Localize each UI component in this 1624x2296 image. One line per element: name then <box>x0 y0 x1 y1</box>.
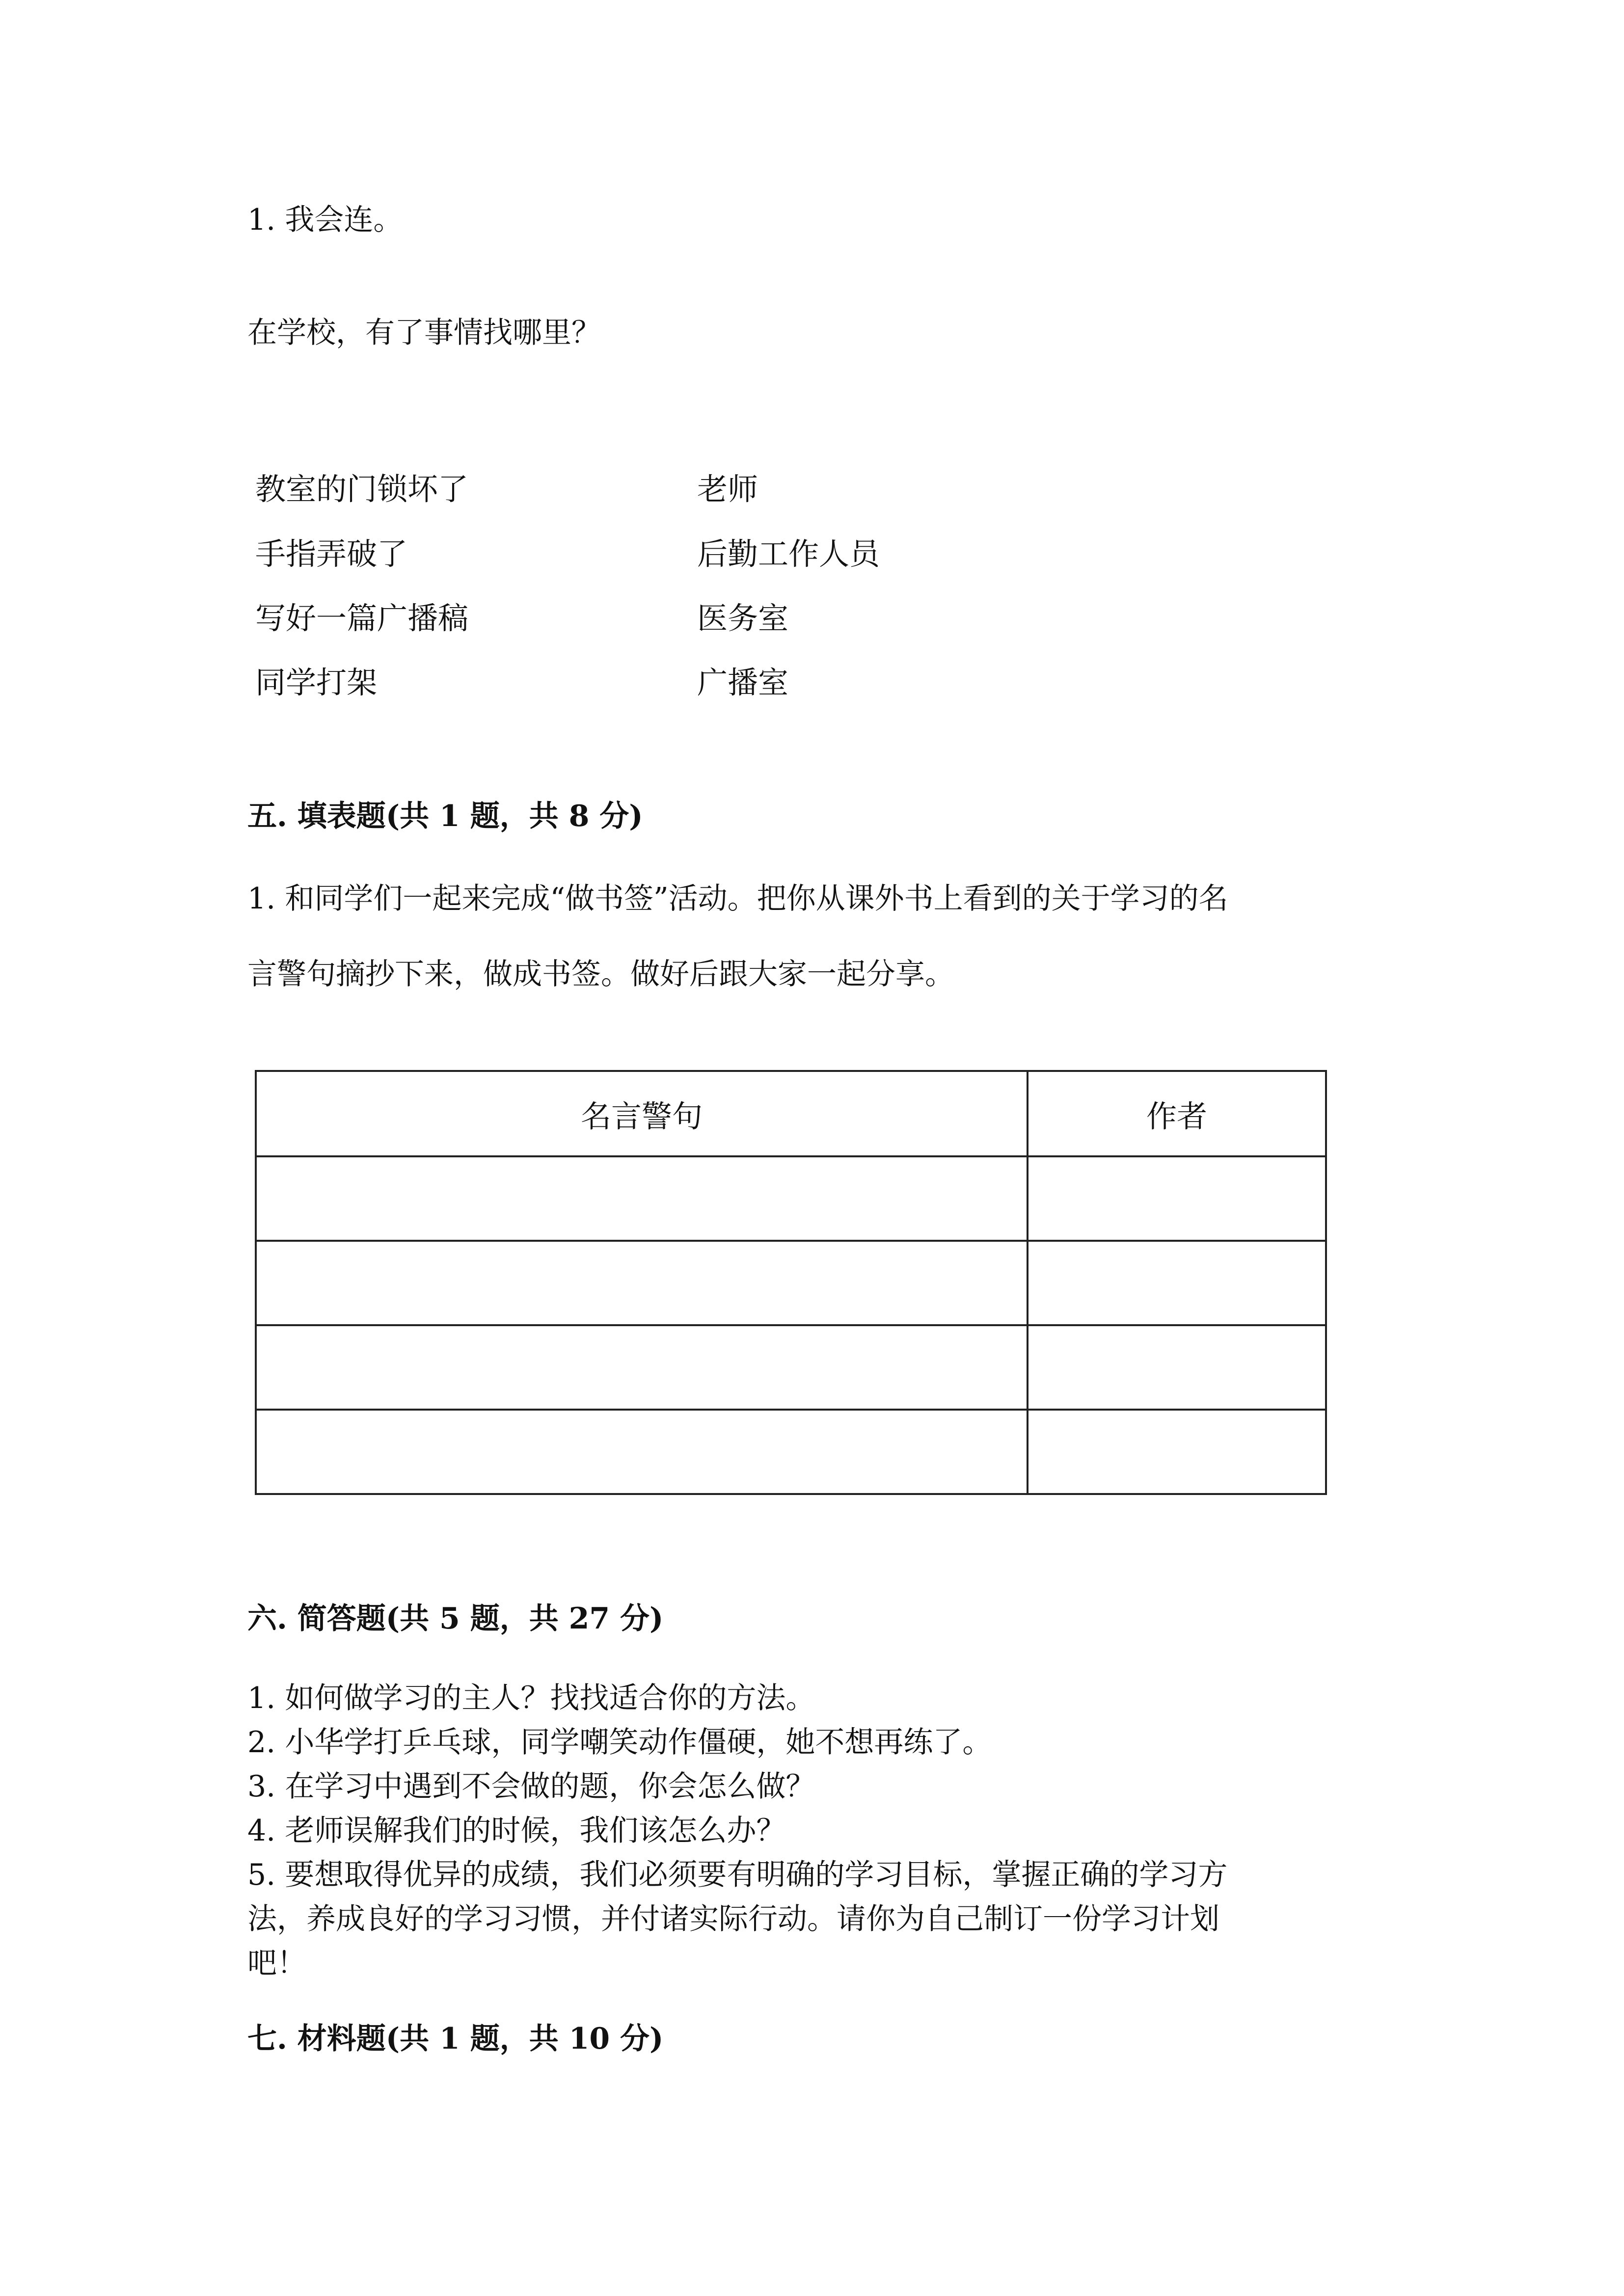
header-author: 作者 <box>1028 1071 1326 1156</box>
matching-left-item[interactable]: 写好一篇广播稿 <box>255 600 469 636</box>
matching-left-item[interactable]: 教室的门锁坏了 <box>255 471 469 507</box>
short-answer-question: 4. 老师误解我们的时候，我们该怎么办？ <box>247 1814 786 1848</box>
matching-right-item[interactable]: 医务室 <box>697 600 789 636</box>
section-5-question-line: 1. 和同学们一起来完成“做书签”活动。把你从课外书上看到的关于学习的名 <box>247 881 1228 916</box>
table-header-row <box>256 1071 1326 1156</box>
matching-right-item[interactable]: 老师 <box>697 471 758 507</box>
matching-left-item[interactable]: 手指弄破了 <box>255 536 408 572</box>
short-answer-question-5-line: 吧！ <box>247 1946 306 1980</box>
table-row <box>256 1156 1326 1241</box>
author-cell[interactable] <box>1028 1241 1326 1325</box>
table-row <box>256 1410 1326 1494</box>
header-quote: 名言警句 <box>256 1071 1028 1156</box>
section-5-question-line: 言警句摘抄下来，做成书签。做好后跟大家一起分享。 <box>247 957 954 991</box>
matching-right-item[interactable]: 后勤工作人员 <box>697 536 880 572</box>
table-row <box>256 1241 1326 1325</box>
matching-question-label: 1. 我会连。 <box>247 203 403 237</box>
author-cell[interactable] <box>1028 1325 1326 1410</box>
bookmark-table <box>255 1070 1327 1495</box>
matching-prompt: 在学校，有了事情找哪里？ <box>247 316 601 350</box>
section-6-title: 六. 简答题(共 5 题，共 27 分) <box>247 1602 664 1636</box>
short-answer-question: 1. 如何做学习的主人？找找适合你的方法。 <box>247 1681 815 1715</box>
matching-right-item[interactable]: 广播室 <box>697 665 789 700</box>
author-cell[interactable] <box>1028 1156 1326 1241</box>
short-answer-question-5-line: 5. 要想取得优异的成绩，我们必须要有明确的学习目标，掌握正确的学习方 <box>247 1858 1228 1892</box>
table-row <box>256 1325 1326 1410</box>
short-answer-question: 2. 小华学打乒乓球，同学嘲笑动作僵硬，她不想再练了。 <box>247 1725 992 1760</box>
section-5-title: 五. 填表题(共 1 题，共 8 分) <box>247 799 643 833</box>
matching-left-item[interactable]: 同学打架 <box>255 665 378 700</box>
quote-cell[interactable] <box>256 1241 1028 1325</box>
quote-cell[interactable] <box>256 1410 1028 1494</box>
quote-cell[interactable] <box>256 1325 1028 1410</box>
short-answer-question-5-line: 法，养成良好的学习习惯，并付诸实际行动。请你为自己制订一份学习计划 <box>247 1902 1219 1936</box>
author-cell[interactable] <box>1028 1410 1326 1494</box>
quote-cell[interactable] <box>256 1156 1028 1241</box>
section-7-title: 七. 材料题(共 1 题，共 10 分) <box>247 2022 664 2056</box>
short-answer-question: 3. 在学习中遇到不会做的题，你会怎么做？ <box>247 1769 815 1804</box>
